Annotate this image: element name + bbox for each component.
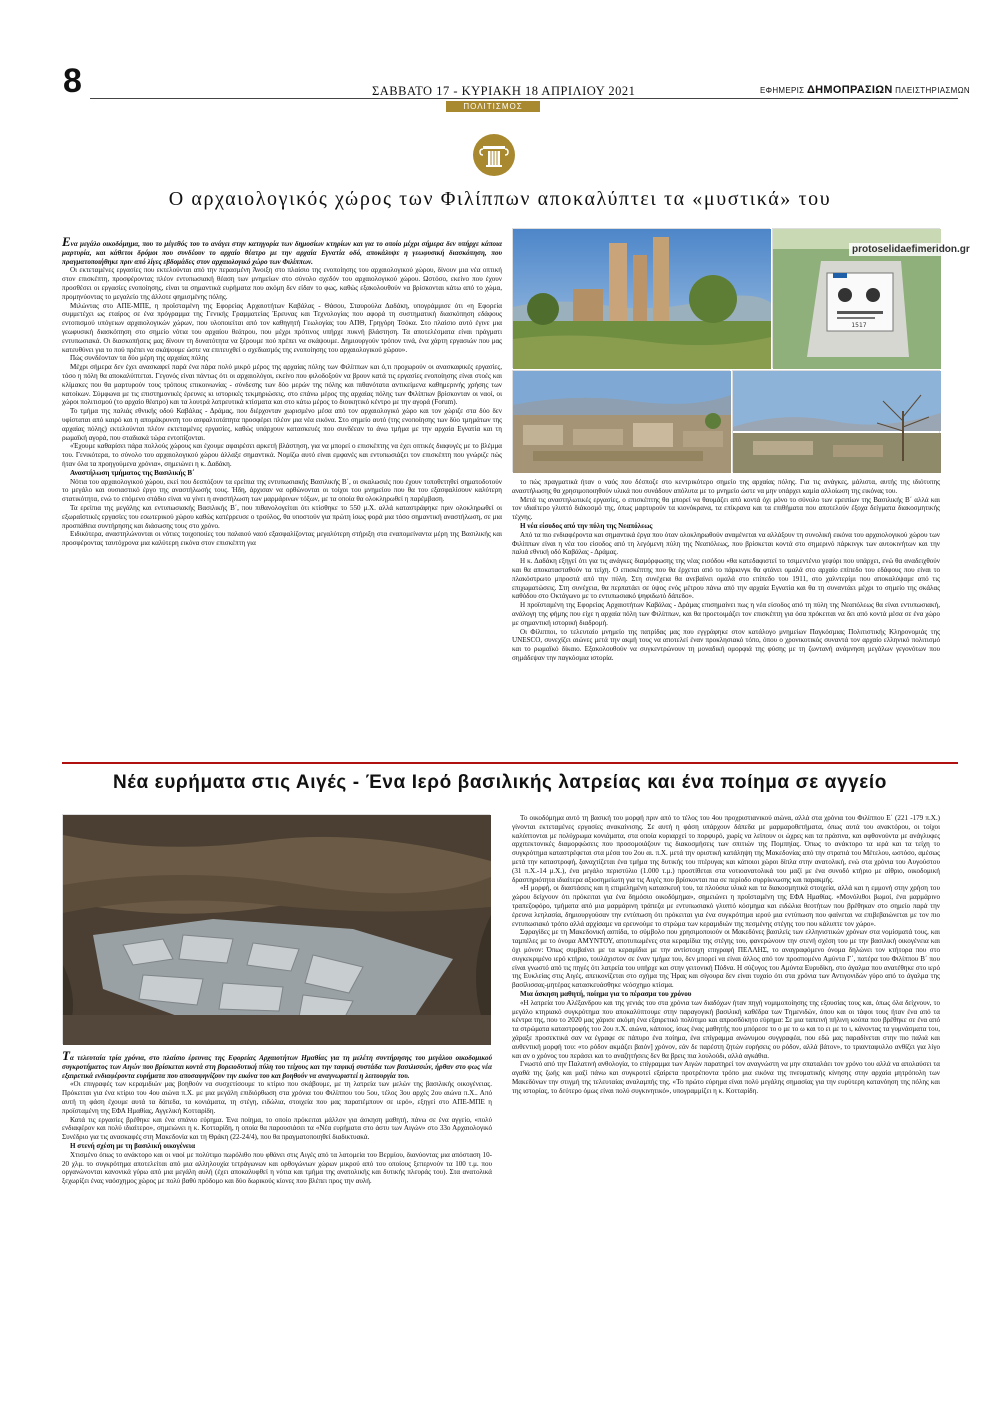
article-divider	[62, 762, 958, 764]
article2-left-column	[62, 1048, 492, 1372]
newspaper-brand	[760, 84, 970, 96]
brand-prefix: ΕΦΗΜΕΡΙΣ	[760, 86, 805, 95]
column-capital-icon	[473, 134, 515, 176]
article2-paragraph: Γνωστό από την Παλατινή ανθολογία, το επίγραμμα των Αιγών παρατηρεί τον αναγνώστη να μην σπαταλάει τον χρόνο του αλλά να απολαύσει τα αγαθά της ζωής και μαζί πάνω και συγκροτεί εξαίρετα προτρέποντα τρόπο μια εικόνα της πνευματικής κίνησης στην αρχαία μητρόπολη των Μακεδόνων την στιγμή της τελευταίας αναλαμπής της. «Το πρώτο εύρημα είναι πολύ μεγάλης σημασίας για την ευρύτερη κατανόηση της πόλης και της ιστορίας, το δεύτερο όμως είναι πολύ συγκινητικό», υπογραμμίζει η κ. Κοτταρίδη.	[512, 1060, 940, 1095]
photo-basilica-ruins	[512, 228, 770, 368]
article1-left-column	[62, 234, 502, 758]
article1-paragraph: «Έχουμε καθαρίσει πάρα πολλούς χώρους και έχουμε αφαιρέσει αρκετή βλάστηση, για να μπορεί ο επισκέπτης να έχει οπτικές διαφυγές με το βλέμμα του. Γενικότερα, το σύνολο του αρχαιολογικού χώρου άλλαξε σημαντικά. Νομίζω αυτό είναι εμφανές και εντυπωσιάζει τον επισκέπτη που γνώριζε πώς ήταν όλα τα προηγούμενα χρόνια», σημειώνει η κ. Δαδάκη.	[62, 442, 502, 468]
article1-paragraph: Από τα πιο ενδιαφέροντα και σημαντικά έργα που όταν ολοκληρωθούν αναμένεται να αλλάξουν τη συνολική εικόνα του αρχαιολογικού χώρου των Φιλίππων είναι η νέα του είσοδος από τη λεγόμενη πύλη της Νεαπόλεως, που βρίσκεται κοντά στο σημερινό πάρκινγκ των αυτοκινήτων και την παλιά εθνική οδό Καβάλας - Δράμας.	[512, 530, 940, 557]
photo-aigai-excavation	[62, 814, 490, 1044]
article1-headline: Ο αρχαιολογικός χώρος των Φιλίππων αποκαλύπτει τα «μυστικά» του	[168, 188, 832, 210]
article2-subheading: Η στενή σχέση με τη βασιλική οικογένεια	[70, 1141, 196, 1150]
watermark: protoselidaefimeridon.gr	[849, 243, 973, 256]
article2-paragraph: Σφραγίδες με τη Μακεδονική ασπίδα, το σύμβολο που χρησιμοποιούν οι Μακεδόνες βασιλείς των ελληνιστικών χρόνων στα νομίσματά τους, και ταμπέλες με το όνομα ΑΜΥΝΤΟΥ, αποτυπωμένες στα κεραμίδια της στέγης του, φανερώνουν την στενή σχέση του με την βασιλική οικογένεια και όχι μόνον: Όπως συμβαίνει με τα κεραμίδια με την αντίστοιχη επιγραφή ΠΕΛΛΗΣ, το αναγραφόμενο όνομα δηλώνει τον κτήτορα που στο συγκεκριμένο ιερό κτήριο, τουλάχιστον σε έναν τμήμα του, δεν μπορεί να είναι άλλος από τον προσπομένο Αμύντα Γ΄, πατέρα του Φιλίππου Β΄ που είναι γνωστό από τις πηγές ότι λατρεία του υπήρχε και στην γειτονική Πύδνα. Η σύζυγος του Αμύντα Ευρυδίκη, στο άγαλμα που ανατέθηκε στο ιερό της Ευκλείας στις Αιγές, απεικονίζεται στο σχήμα της Ήρας και σίγουρα δεν είναι τυχαίο ότι στα χρόνια των Αντιγονιδών γύρο από το άγαλμα της βασίλισσας-μητέρας κατασκευάσθηκε νεόσχημο κτίσμα.	[512, 928, 940, 990]
article1-paragraph: Τα ερείπια της μεγάλης και εντυπωσιακής Βασιλικής Β΄, που πιθανολογείται ότι κτίσθηκε το 550 μ.Χ. αλλά καταστράφηκε πριν ολοκληρωθεί οι εξωραϊστικές εργασίες του εσωτερικού χώρου καθώς κατέρρευσε ο τρούλος, θα υποστούν για πρώτη ίσως φορά μια τόσο σημαντική αναστήλωση, σε μια προσπάθεια συντήρησης και διάσωσης τους στο χρόνο.	[62, 503, 502, 530]
article1-paragraph: Η προϊσταμένη της Εφορείας Αρχαιοτήτων Καβάλας - Δράμας επισημαίνει πως η νέα είσοδος από τη πύλη της Νεαπόλεως θα είναι εντυπωσιακή, ανάλογη της φήμης που είχε η αρχαία πόλη των Φιλίππων, και θα προετοιμάζει τον επισκέπτη για όσα πρόκειται να δει από κοντά μέσα σε ένα χώρο με σημαντική ιστορική διαδρομή.	[512, 601, 940, 627]
page-number: 8	[63, 62, 82, 100]
article2-paragraph: «Η λατρεία του Αλέξανδρου και της γενιάς του στα χρόνια των διαδόχων ήταν πηγή νομιμοποίησης της εξουσίας τους και, όπως όλα δείχνουν, το μεγάλο κτηριακό συγκρότημα που αποκαλύπτουμε στην παραγογική βασιλική καθέδρα των Τημενιδών, όπου και οι τάφοι τους ήταν ένα από τα κέντρα της, που το 2020 μας χάρισε ακόμη ένα εξαιρετικό πολύτιμο και απροσδόκητο εύρημα: Σε μια ταπεινή πήλινη κούπα που βρέθηκε σε ένα από τα στρώματα καταστροφής του 2ου π.Χ. αιώνα, κάποιος, ίσως ένας μαθητής που μπόρεσε το ο με το ω και το ει με το ι, κάνοντας τα γυμνάσματα του, χάραξε προσεκτικά σαν να έγραφε σε πάπυρο ένα ποίημα, ένα επίγραμμα ανώνυμου συγγραφέα, που εδώ μας παραδίνεται στην πιο παλιά και αυθεντική μορφή του: «το ρόδον ακμάζει βαιόν] χρόνον, εάν δε παρέστη ζητών ευρήσεις ου ρόδον, αλλά βάτον», το τριανταφυλλο ανθίζει για λίγο και αν ο χρόνος του περάσει και το αναζητήσεις δεν θα βρεις πια λουλούδι, αλλά αγκάθια.	[512, 998, 940, 1060]
masthead-rule	[90, 98, 958, 99]
brand-name: ΔΗΜΟΠΡΑΣΙΩΝ	[806, 84, 893, 96]
brand-suffix: ΠΛΕΙΣΤΗΡΙΑΣΜΩΝ	[895, 86, 970, 95]
article2-paragraph: Το οικοδόμημα αυτό τη βασική του μορφή πριν από το τέλος του 4ου προχριστιανικού αιώνα, αλλά στα χρόνια του Φιλίππου Ε΄ (221 -179 π.Χ.) γίνονται εκτεταμένες εργασίες ανακαίνισης. Σε αυτή η φάση υπάρχουν δάπεδα με μαρμαροθετήματα, όπως αυτά του ανακτόρου, οι τοίχοι καλύπτονται με πολύχρωμα κονιάματα, στα οποία κυριαρχεί το πορφυρό, χωρίς να λείπουν οι ώχρες και τα πράσινα, και αφθονούντα με ανάγλυφες αρχιτεκτονικές διαμορφώσεις που προσομοιάζουν τις διακοσμήσεις των σπιτιών της Πομπηίας. Όπως το ανάκτορο τα ιερά και τα τείχη το συγκρότημα καταστρέφεται στα μέσα του 2ου αι. π.Χ. μετά την οριστική κατάληψη της Μακεδονίας από την στρατιά του Μέτελου, ωστόσο, αμέσως μετά την καταστροφή, ξαναχτίζεται ένα τμήμα της δυτικής του πτέρυγας και κάποιοι χώροι δίπλα στην ανατολική, ενώ στα χρόνια του Αυγούστου (31 π.Χ.-14 μ.Χ.), ένα μεγάλο περιστύλιο (1.000 τ.μ.) προστίθεται στα νοτιοανατολικά του μαζί με ένα συνοδό κτήριο με αίθριο, οικοδομική δραστηριότητα ιδιαίτερα αξιοσημείωτη για τις Αιγές που βρίσκονται πια σε περίοδο συρρίκνωσης και παρακμής.	[512, 814, 940, 884]
article1-paragraph: Οι Φίλιπποι, το τελευταίο μνημείο της πατρίδας μας που εγγράφηκε στον κατάλογο μνημείων Παγκόσμιας Πολιτιστικής Κληρονομιάς της UNESCO, συνεχίζει αιώνες μετά την ακμή τους να αποτελεί έναν προκλησιακό τόπο, όπου ο χρονικοτικός συναντά τον αρχαίο ελληνικό πολιτισμό και το ρωμαϊκό δίκαιο. Εξακολουθούν να συγκεντρώνουν τη μοναδική ομορφιά της φύσης με τη ζωντανή ανάμνηση μεγάλων γεγονότων που σημάδεψαν την παγκόσμια ιστορία.	[512, 627, 940, 662]
article2-paragraph: «Η μορφή, οι διαστάσεις και η επιμελημένη κατασκευή του, τα πλούσια υλικά και τα διακοσμητικά στοιχεία, αλλά και η εμμονή στην χρήση του χώρου δείχνουν ότι πρόκειται για ένα δημόσιο οικοδόμημα», σημειώνει η προϊσταμένη της ΕΦΑ Ημαθίας. «Μονόλιθοι βωμοί, ένα μαρμάρινο τραπεζοφόρο, τμήματα από μια μαρμάρινη τράπεζα με εντυπωσιακό γλυπτό κόσμημα και ειδώλια θεοτήτων που βρέθηκαν στο σημείο παρά την έρευνα λεηλασία, δημιουργούσαν την εντύπωση ότι πρόκειται για ένα συγκρότημα ιερού μια εντύπωση που φαίνεται να επιβεβαιώνεται με τον πιο εντυπωσιακό τρόπο αλλά αρχίσαμε να ερευνούμε το στρώμα των κεραμιδιών της πεσμένης στέγης του που κάλυπτε τον χώρο».	[512, 884, 940, 928]
article2-paragraph: «Οι επιγραφές των κεραμιδιών μας βοηθούν να συσχετίσουμε το κτίριο που σκάβουμε, με τη λατρεία των μελών της βασιλικής οικογένειας. Πρόκειται για ένα κτίριο του 4ου αιώνα π.Χ. με μια μεγάλη επιδιόρθωση στα χρόνια του Φιλίππου του 5ου, τέλος 3ου αρχές 2ου αιώνα π.Χ.. Από αυτή τη φάση έχουμε αυτά τα δάπεδα, τα κονιάματα, τη στέγη, ειδώλια, στοιχεία που μας παραπέμπουν σε ιερό», εξηγεί στο ΑΠΕ-ΜΠΕ η προϊσταμένη της ΕΦΑ Ημαθίας, Αγγελική Κοτταρίδη.	[62, 1080, 492, 1115]
photo-unesco-sign	[772, 228, 970, 368]
issue-date: ΣΑΒΒΑΤΟ 17 - ΚΥΡΙΑΚΗ 18 ΑΠΡΙΛΙΟΥ 2021	[372, 84, 636, 98]
article2-lead	[62, 1048, 492, 1080]
article1-dropcap: Ε	[62, 234, 71, 249]
article1-paragraph: Νότια του αρχαιολογικού χώρου, εκεί που δεσπόζουν τα ερείπια της εντυπωσιακής Βασιλικής Β΄, οι σκαλωσιές που έχουν τοποθετηθεί σηματοδοτούν το μεγάλο και ουσιαστικό έργο της αναστήλωσής τους. Ήδη, άρχισαν να ορθώνονται οι τοίχοι του μνημείου που θα του εξασφαλίσουν καλύτερη στατικότητα, ενώ το επόμενο στάδιο είναι να γίνει η αναστήλωση των μαρμάρινων τόξων, με τα οποία θα ολοκληρωθεί η παρέμβαση.	[62, 477, 502, 504]
article2-paragraph: Κατά τις εργασίες βρέθηκε και ένα σπάνιο εύρημα. Ένα ποίημα, το οποίο πρόκειται μάλλον για άσκηση μαθητή, πάνω σε ένα αγγείο, «πολύ ενδιαφέρον και πολύ ιδιαίτερο», σημειώνει η κ. Κοτταρίδη, η οποία θα παρουσιάσει τα «Νέα ευρήματα στο άστυ των Αιγών» στο 33ο Αρχαιολογικό Συνέδριο για τις ανασκαφές στη Μακεδονία και τη Θράκη (22-24/4), που θα πραγματοποιηθεί διαδικτυακά.	[62, 1115, 492, 1142]
article2-right-column	[512, 814, 940, 1374]
article2-paragraph: Χτισμένο όπως το ανάκτορο και οι ναοί με πολύτιμο πωρόλιθο που φθάνει στις Αιγές από τα λατομεία του Βερμίου, διανύοντας μια απόσταση 10-20 χλμ. το συγκρότημα αποτελείται από μια αλληλουχία τετράγωνων και ορθογώνιων χώρων μικρού από του οποίους ξεπερνούν τα 100 τ.μ. που οργανώνονται κανονικά γύρω από μια μεγάλη αυλή (έχει αποκαλυφθεί η νότια και τμήμα της ανατολικής και δυτικής πλευράς του). Στα ανατολικά ξεχωρίζει ένας ναόσχημος χώρος με πολύ βαθύ πρόδομο και δύο δωρικούς κίονες που βλέπει προς την αυλή.	[62, 1150, 492, 1186]
article1-lead	[62, 234, 502, 266]
photo-tree-ruins	[732, 370, 940, 472]
article2-headline: Νέα ευρήματα στις Αιγές - Ένα Ιερό βασιλικής λατρείας και ένα ποίημα σε αγγείο	[112, 772, 888, 793]
section-label: ΠΟΛΙΤΙΣΜΟΣ	[446, 101, 540, 112]
article1-subheading: Αναστήλωση τμήματος της Βασιλικής Β΄	[70, 468, 195, 477]
article1-subheading: Η νέα είσοδος από την πύλη της Νεαπόλεως	[520, 521, 653, 530]
article1-paragraph: Η κ. Δαδάκη εξηγεί ότι για τις ανάγκες διαμόρφωσης της νέας εισόδου «θα κατεδαφιστεί το τσιμεντένιο γεφύρι που υπάρχει, ενώ θα αναδειχθούν και θα αποκατασταθούν τα τείχη. Ο επισκέπτης που θα έρχεται από το πάρκινγκ θα φτάνει ομαλά στο αρχαίο επίπεδο του εδάφους που είναι το πλακόστρωτο μπροστά από την πύλη. Στη συνέχεια θα ανεβαίνει ομαλά στο επίπεδο του 1911, στο χαλντερίμι που αποκαλύψαμε από τις επιχωματώσεις. Στη συνέχεια, θα περπατάει σε ύψος ενός μέτρου πάνω από την αρχαία Εγνατία και θα τη συναντάει μέχρι το σημείο της σκάλας καθόδου στο Οκτάγωνο με το εντυπωσιακό ψηφιδωτό δάπεδο».	[512, 557, 940, 601]
article2-dropcap: Τ	[62, 1048, 70, 1063]
article1-paragraph: Μέχρι σήμερα δεν έχει ανασκαφεί παρά ένα πάρα πολύ μικρό μέρος της αρχαίας πόλης των Φιλίππων και ό,τι προχωρούν οι ανασκαφικές εργασίες, τόσο η πόλη θα αποκαλύπτεται. Γεγονός είναι πάντως ότι οι αρχαιολόγοι, εκείνο που φιλοδοξούν να βρουν κατά τις εργασίες ενοποίησης είναι στοές και κλίμακες που θα μαρτυρούν τους τρόπους επικοινωνίας - σύνδεσης των δύο μερών της πόλης και πιθανότατα αντικείμενα καθημερινής χρήσης των κατοίκων. Σύμφωνα με τις επιστημονικές έρευνες κι ιστορικές τεκμηριώσεις, στο επάνω μέρος της αρχαίας πόλης των Φιλίππων βρίσκονταν οι ναοί, οι χώροι πολιτισμού (το αρχαίο θέατρο) και τα λουτρά λατρευτικά κτίσματα και στο κάτω μέρος το διοικητικό κέντρο με την αγορά (Forum).	[62, 363, 502, 407]
article1-paragraph: Ειδικότερα, αναστηλώνονται οι νότιες τοιχοποιίες του παλαιού ναού εξασφαλίζοντας μεγαλύτερη στήριξη στα εναπομείναντα μέρη της Βασιλικής και προσφέροντας ταυτόχρονα μια καλύτερη εικόνα στον επισκέπτη για	[62, 530, 502, 548]
article1-right-column	[512, 478, 940, 758]
article1-paragraph: Το τμήμα της παλιάς εθνικής οδού Καβάλας - Δράμας, που διέρχονταν χωρισμένο μέσα από τον αρχαιολογικό χώρο και τον χώριζε στα δύο δεν υφίσταται από καιρό και η απομάκρυνση του ασφαλτοτάπητα προσφέρει πλέον μια νέα εικόνα. Στο σημείο αυτό (της ενοποίησης των δύο τμημάτων της αρχαίας πόλης) εκτελούνται πλέον εκτεταμένες εργασίες, καθώς υπάρχουν κατασκευές που συνδέεαν το άνω τμήμα με την αρχαία Εγνατία και τη ρωμαϊκή αγορά, που σταδιακά τώρα εντοπίζονται.	[62, 407, 502, 442]
unesco-sign-number: 1517	[851, 322, 867, 329]
article1-paragraph: το πώς πραγματικά ήταν ο ναός που δέσποζε στο κεντρικότερο σημείο της αρχαίας πόλης. Για τις ανάγκες, μάλιστα, αυτής της ιδιότυπης αναστήλωσης θα χρησιμοποιηθούν υλικά που συνάδουν απόλυτα με το μνημείο ώστε να μην υπάρχει καμία αλλοίωση της εικόνας του.	[512, 478, 940, 495]
article1-paragraph: Μιλώντας στο ΑΠΕ-ΜΠΕ, η προϊσταμένη της Εφορείας Αρχαιοτήτων Καβάλας - Θάσου, Σταυρούλα Δαδάκη, υπογράμμισε ότι «η Εφορεία συμμετέχει ως εταίρος σε ένα πρόγραμμα της Γενικής Γραμματείας Έρευνας και Τεχνολογίας που αφορά τη συστηματική διασκόπηση εδάφους εντοπισμού υπόγειων αρχαιολογικών χώρων, που υλοποιείται από τον καθηγητή Γεωλογίας του ΑΠΘ, Γρηγόρη Τσόκα. Στο πλαίσιο αυτό έγινε μια γεωφυσική διασκόπηση στο σημείο νότια του αρχαίου θεάτρου, που μέχρι πρότινος υπήρχε πυκνή βλάστηση. Τα αποτελέσματα είναι πράγματι εντυπωσιακά. Οι διασκοπήσεις μας δίνουν τη δυνατότητα να ξέρουμε πού πρέπει να σκάψουμε. Δημιουργούν τρόπον τινά, ένα χάρτη εργασιών που μας κατευθύνει για το πού πρέπει να σκάψουμε ώστε να επιτευχθεί ο σχεδιασμός της ενοποίησης του αρχαιολογικού χώρου».	[62, 301, 502, 354]
article2-lead-text: α τελευταία τρία χρόνια, στο πλαίσιο έρευνας της Εφορείας Αρχαιοτήτων Ημαθίας για τη μελέτη συντήρησης του μεγάλου οικοδομικού συγκροτήματος των Αιγών που βρίσκεται κοντά στη βορειοδυτική πύλη του τείχους και την ταφική συστάδα των βασιλισσών, ήρθαν στο φως νέα εξαιρετικά ενδιαφέροντα ευρήματα που αποσαφηνίζουν την εικόνα του και βοηθούν να αναγνωριστεί η λειτουργία του.	[62, 1054, 492, 1080]
photo-forum-site	[512, 370, 730, 472]
article2-subheading: Μια άσκηση μαθητή, ποίημα για το πέρασμα του χρόνου	[520, 989, 692, 998]
article1-paragraph: Μετά τις αναστηλωτικές εργασίες, ο επισκέπτης θα μπορεί να θαυμάζει από κοντά όχι μόνο το σύνολο των ερειπίων της Βασιλικής Β΄ αλλά και τον ιδιαίτερο γλυπτό διάκοσμό της, όπως μαρτυρούν τα κιονόκρανα, τα επίκρανα και τα επιθήματα που αποτελούν έξοχα δείγματα διακοσμητικής τέχνης.	[512, 495, 940, 522]
article1-paragraph: Πώς συνδέονταν τα δύο μέρη της αρχαίας πόλης	[70, 354, 209, 363]
article1-lead-text: να μεγάλο οικοδόμημα, που το μέγεθός του το ανάγει στην κατηγορία των δημοσίων κτηρίων και για το οποίο μέχρι σήμερα δεν υπήρχε κάποια μαρτυρία, και κάθετοι δρόμοι που συνδέουν το αρχαίο θέατρο με την αρχαία Εγνατία οδό, αποκάλυψε η γεωφυσική διασκόπηση, που πραγματοποιήθηκε πριν από λίγες εβδομάδες στον αρχαιολογικό χώρο των Φιλίππων.	[62, 240, 502, 266]
article1-paragraph: Οι εκτεταμένες εργασίες που εκτελούνται από την περασμένη Άνοιξη στο πλαίσιο της ενοποίησης του αρχαιολογικού χώρου, δίνουν μια νέα οπτική στον επισκέπτη, προσφέροντας πλέον εντυπωσιακή θέαση των μνημείων στο σύνολο σχεδόν του αρχαιολογικού χώρου. Ωστόσο, εκείνο που έχουν προσθέσει οι εργασίες ενοποίησης, είναι τα σημαντικά ευρήματα που ακόμη δεν είδαν το φως, καθώς εξακολουθούν να βρίσκονται κάτω από το χώμα, προμηνύοντας το μεγαλείο της άλλοτε φημισμένης πόλης.	[62, 266, 502, 301]
